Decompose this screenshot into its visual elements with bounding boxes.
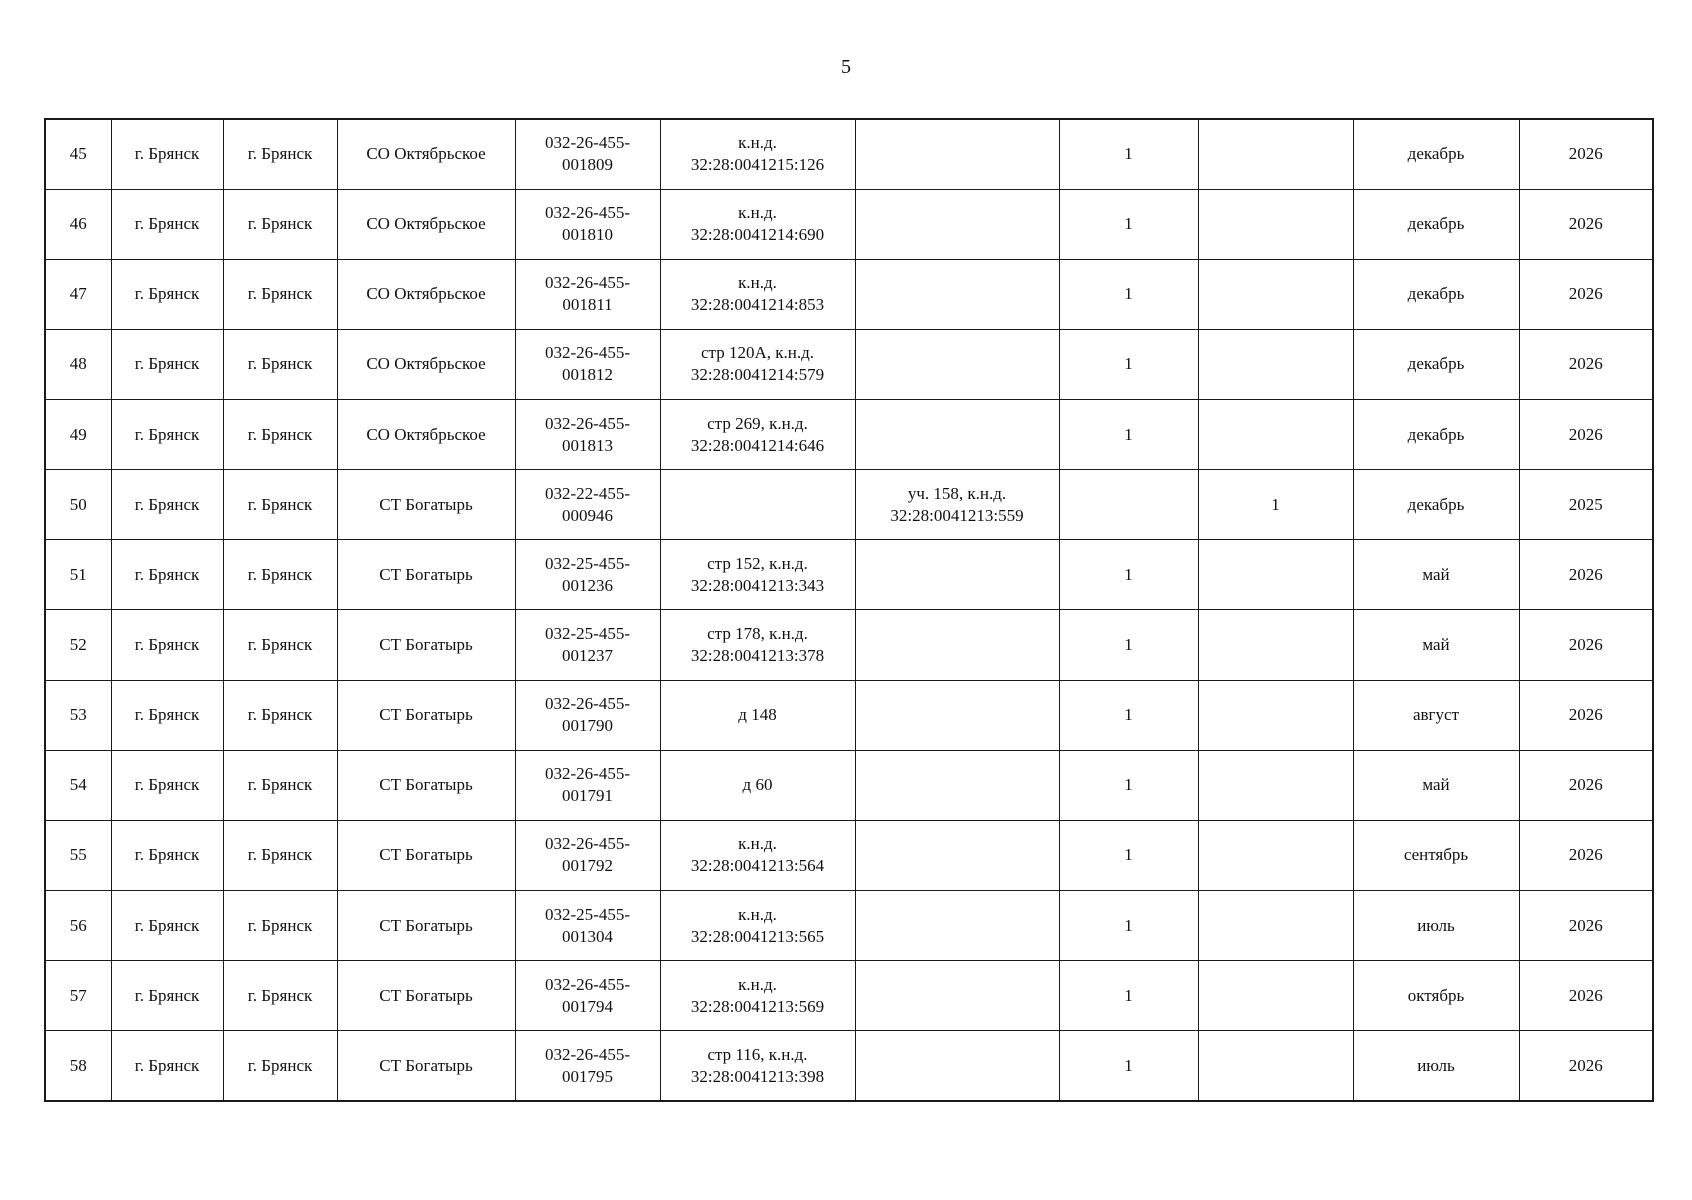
city-cell: г. Брянск bbox=[223, 329, 337, 399]
address-cell bbox=[660, 470, 855, 540]
month-cell: май bbox=[1353, 540, 1519, 610]
city-cell: г. Брянск bbox=[223, 400, 337, 470]
month-cell: сентябрь bbox=[1353, 820, 1519, 890]
code-cell: 032-26-455- 001791 bbox=[515, 750, 660, 820]
address-cell: стр 152, к.н.д. 32:28:0041213:343 bbox=[660, 540, 855, 610]
address-cell: к.н.д. 32:28:0041214:690 bbox=[660, 189, 855, 259]
city-cell: г. Брянск bbox=[223, 1031, 337, 1101]
row-number-cell: 45 bbox=[45, 119, 111, 189]
year-cell: 2026 bbox=[1519, 400, 1653, 470]
month-cell: декабрь bbox=[1353, 119, 1519, 189]
quantity-alt-cell bbox=[1198, 610, 1353, 680]
row-number-cell: 48 bbox=[45, 329, 111, 399]
month-cell: декабрь bbox=[1353, 189, 1519, 259]
address-alt-cell bbox=[855, 119, 1059, 189]
quantity-alt-cell bbox=[1198, 750, 1353, 820]
table-row bbox=[45, 470, 1653, 540]
quantity-alt-cell bbox=[1198, 189, 1353, 259]
month-cell: июль bbox=[1353, 1031, 1519, 1101]
code-cell: 032-26-455- 001810 bbox=[515, 189, 660, 259]
address-alt-cell bbox=[855, 891, 1059, 961]
district-cell: г. Брянск bbox=[111, 891, 223, 961]
address-cell: д 148 bbox=[660, 680, 855, 750]
year-cell: 2026 bbox=[1519, 680, 1653, 750]
address-alt-cell bbox=[855, 329, 1059, 399]
city-cell: г. Брянск bbox=[223, 259, 337, 329]
quantity-alt-cell bbox=[1198, 961, 1353, 1031]
settlement-cell: СТ Богатырь bbox=[337, 1031, 515, 1101]
quantity-cell: 1 bbox=[1059, 400, 1198, 470]
district-cell: г. Брянск bbox=[111, 1031, 223, 1101]
city-cell: г. Брянск bbox=[223, 540, 337, 610]
city-cell: г. Брянск bbox=[223, 961, 337, 1031]
month-cell: май bbox=[1353, 610, 1519, 680]
district-cell: г. Брянск bbox=[111, 961, 223, 1031]
month-cell: декабрь bbox=[1353, 329, 1519, 399]
row-number-cell: 47 bbox=[45, 259, 111, 329]
code-cell: 032-25-455- 001237 bbox=[515, 610, 660, 680]
row-number-cell: 51 bbox=[45, 540, 111, 610]
table-row bbox=[45, 540, 1653, 610]
quantity-alt-cell bbox=[1198, 820, 1353, 890]
district-cell: г. Брянск bbox=[111, 470, 223, 540]
district-cell: г. Брянск bbox=[111, 259, 223, 329]
code-cell: 032-25-455- 001236 bbox=[515, 540, 660, 610]
year-cell: 2025 bbox=[1519, 470, 1653, 540]
table-row bbox=[45, 610, 1653, 680]
table-row bbox=[45, 680, 1653, 750]
address-cell: к.н.д. 32:28:0041214:853 bbox=[660, 259, 855, 329]
year-cell: 2026 bbox=[1519, 119, 1653, 189]
city-cell: г. Брянск bbox=[223, 470, 337, 540]
year-cell: 2026 bbox=[1519, 189, 1653, 259]
settlement-cell: СТ Богатырь bbox=[337, 540, 515, 610]
year-cell: 2026 bbox=[1519, 610, 1653, 680]
table-body bbox=[45, 119, 1653, 1101]
settlement-cell: СТ Богатырь bbox=[337, 610, 515, 680]
quantity-cell: 1 bbox=[1059, 610, 1198, 680]
code-cell: 032-26-455- 001812 bbox=[515, 329, 660, 399]
settlement-cell: СТ Богатырь bbox=[337, 820, 515, 890]
quantity-cell: 1 bbox=[1059, 680, 1198, 750]
table-row bbox=[45, 750, 1653, 820]
row-number-cell: 57 bbox=[45, 961, 111, 1031]
year-cell: 2026 bbox=[1519, 961, 1653, 1031]
table-row bbox=[45, 329, 1653, 399]
row-number-cell: 49 bbox=[45, 400, 111, 470]
year-cell: 2026 bbox=[1519, 820, 1653, 890]
settlement-cell: СО Октябрьское bbox=[337, 329, 515, 399]
address-alt-cell bbox=[855, 961, 1059, 1031]
city-cell: г. Брянск bbox=[223, 891, 337, 961]
city-cell: г. Брянск bbox=[223, 680, 337, 750]
code-cell: 032-26-455- 001790 bbox=[515, 680, 660, 750]
code-cell: 032-26-455- 001792 bbox=[515, 820, 660, 890]
district-cell: г. Брянск bbox=[111, 750, 223, 820]
row-number-cell: 56 bbox=[45, 891, 111, 961]
quantity-alt-cell bbox=[1198, 1031, 1353, 1101]
code-cell: 032-26-455- 001809 bbox=[515, 119, 660, 189]
row-number-cell: 46 bbox=[45, 189, 111, 259]
quantity-alt-cell bbox=[1198, 680, 1353, 750]
address-alt-cell bbox=[855, 259, 1059, 329]
quantity-alt-cell bbox=[1198, 891, 1353, 961]
settlement-cell: СО Октябрьское bbox=[337, 189, 515, 259]
month-cell: октябрь bbox=[1353, 961, 1519, 1031]
table-row bbox=[45, 400, 1653, 470]
district-cell: г. Брянск bbox=[111, 189, 223, 259]
address-alt-cell bbox=[855, 400, 1059, 470]
quantity-cell: 1 bbox=[1059, 750, 1198, 820]
address-cell: стр 120А, к.н.д. 32:28:0041214:579 bbox=[660, 329, 855, 399]
quantity-cell: 1 bbox=[1059, 1031, 1198, 1101]
page-number: 5 bbox=[841, 56, 851, 78]
quantity-alt-cell bbox=[1198, 329, 1353, 399]
row-number-cell: 55 bbox=[45, 820, 111, 890]
row-number-cell: 54 bbox=[45, 750, 111, 820]
city-cell: г. Брянск bbox=[223, 119, 337, 189]
district-cell: г. Брянск bbox=[111, 540, 223, 610]
district-cell: г. Брянск bbox=[111, 400, 223, 470]
quantity-cell: 1 bbox=[1059, 540, 1198, 610]
table-row bbox=[45, 820, 1653, 890]
quantity-alt-cell bbox=[1198, 400, 1353, 470]
quantity-cell: 1 bbox=[1059, 329, 1198, 399]
table-row bbox=[45, 189, 1653, 259]
settlement-cell: СО Октябрьское bbox=[337, 119, 515, 189]
settlement-cell: СО Октябрьское bbox=[337, 400, 515, 470]
address-alt-cell bbox=[855, 680, 1059, 750]
settlement-cell: СТ Богатырь bbox=[337, 961, 515, 1031]
address-alt-cell bbox=[855, 750, 1059, 820]
city-cell: г. Брянск bbox=[223, 610, 337, 680]
month-cell: декабрь bbox=[1353, 470, 1519, 540]
year-cell: 2026 bbox=[1519, 259, 1653, 329]
table-row bbox=[45, 119, 1653, 189]
month-cell: декабрь bbox=[1353, 259, 1519, 329]
year-cell: 2026 bbox=[1519, 891, 1653, 961]
address-alt-cell bbox=[855, 610, 1059, 680]
row-number-cell: 58 bbox=[45, 1031, 111, 1101]
address-cell: стр 269, к.н.д. 32:28:0041214:646 bbox=[660, 400, 855, 470]
address-cell: стр 178, к.н.д. 32:28:0041213:378 bbox=[660, 610, 855, 680]
quantity-alt-cell bbox=[1198, 119, 1353, 189]
settlement-cell: СО Октябрьское bbox=[337, 259, 515, 329]
table-row bbox=[45, 961, 1653, 1031]
year-cell: 2026 bbox=[1519, 329, 1653, 399]
code-cell: 032-26-455- 001813 bbox=[515, 400, 660, 470]
settlement-cell: СТ Богатырь bbox=[337, 891, 515, 961]
code-cell: 032-25-455- 001304 bbox=[515, 891, 660, 961]
address-alt-cell bbox=[855, 820, 1059, 890]
address-cell: к.н.д. 32:28:0041213:569 bbox=[660, 961, 855, 1031]
row-number-cell: 53 bbox=[45, 680, 111, 750]
table-row bbox=[45, 891, 1653, 961]
address-alt-cell: уч. 158, к.н.д. 32:28:0041213:559 bbox=[855, 470, 1059, 540]
district-cell: г. Брянск bbox=[111, 820, 223, 890]
district-cell: г. Брянск bbox=[111, 610, 223, 680]
table-row bbox=[45, 259, 1653, 329]
code-cell: 032-22-455- 000946 bbox=[515, 470, 660, 540]
address-cell: стр 116, к.н.д. 32:28:0041213:398 bbox=[660, 1031, 855, 1101]
quantity-cell: 1 bbox=[1059, 820, 1198, 890]
quantity-cell: 1 bbox=[1059, 961, 1198, 1031]
code-cell: 032-26-455- 001794 bbox=[515, 961, 660, 1031]
quantity-cell bbox=[1059, 470, 1198, 540]
year-cell: 2026 bbox=[1519, 540, 1653, 610]
address-cell: к.н.д. 32:28:0041213:564 bbox=[660, 820, 855, 890]
district-cell: г. Брянск bbox=[111, 329, 223, 399]
city-cell: г. Брянск bbox=[223, 189, 337, 259]
quantity-alt-cell bbox=[1198, 259, 1353, 329]
table-row bbox=[45, 1031, 1653, 1101]
month-cell: май bbox=[1353, 750, 1519, 820]
city-cell: г. Брянск bbox=[223, 820, 337, 890]
quantity-cell: 1 bbox=[1059, 259, 1198, 329]
month-cell: июль bbox=[1353, 891, 1519, 961]
quantity-cell: 1 bbox=[1059, 119, 1198, 189]
address-alt-cell bbox=[855, 189, 1059, 259]
schedule-table bbox=[44, 118, 1654, 1102]
district-cell: г. Брянск bbox=[111, 119, 223, 189]
year-cell: 2026 bbox=[1519, 1031, 1653, 1101]
quantity-alt-cell bbox=[1198, 540, 1353, 610]
address-alt-cell bbox=[855, 540, 1059, 610]
settlement-cell: СТ Богатырь bbox=[337, 750, 515, 820]
code-cell: 032-26-455- 001795 bbox=[515, 1031, 660, 1101]
year-cell: 2026 bbox=[1519, 750, 1653, 820]
address-cell: д 60 bbox=[660, 750, 855, 820]
district-cell: г. Брянск bbox=[111, 680, 223, 750]
row-number-cell: 52 bbox=[45, 610, 111, 680]
quantity-cell: 1 bbox=[1059, 891, 1198, 961]
code-cell: 032-26-455- 001811 bbox=[515, 259, 660, 329]
month-cell: декабрь bbox=[1353, 400, 1519, 470]
quantity-cell: 1 bbox=[1059, 189, 1198, 259]
address-cell: к.н.д. 32:28:0041213:565 bbox=[660, 891, 855, 961]
settlement-cell: СТ Богатырь bbox=[337, 470, 515, 540]
month-cell: август bbox=[1353, 680, 1519, 750]
quantity-alt-cell: 1 bbox=[1198, 470, 1353, 540]
city-cell: г. Брянск bbox=[223, 750, 337, 820]
address-alt-cell bbox=[855, 1031, 1059, 1101]
settlement-cell: СТ Богатырь bbox=[337, 680, 515, 750]
row-number-cell: 50 bbox=[45, 470, 111, 540]
address-cell: к.н.д. 32:28:0041215:126 bbox=[660, 119, 855, 189]
